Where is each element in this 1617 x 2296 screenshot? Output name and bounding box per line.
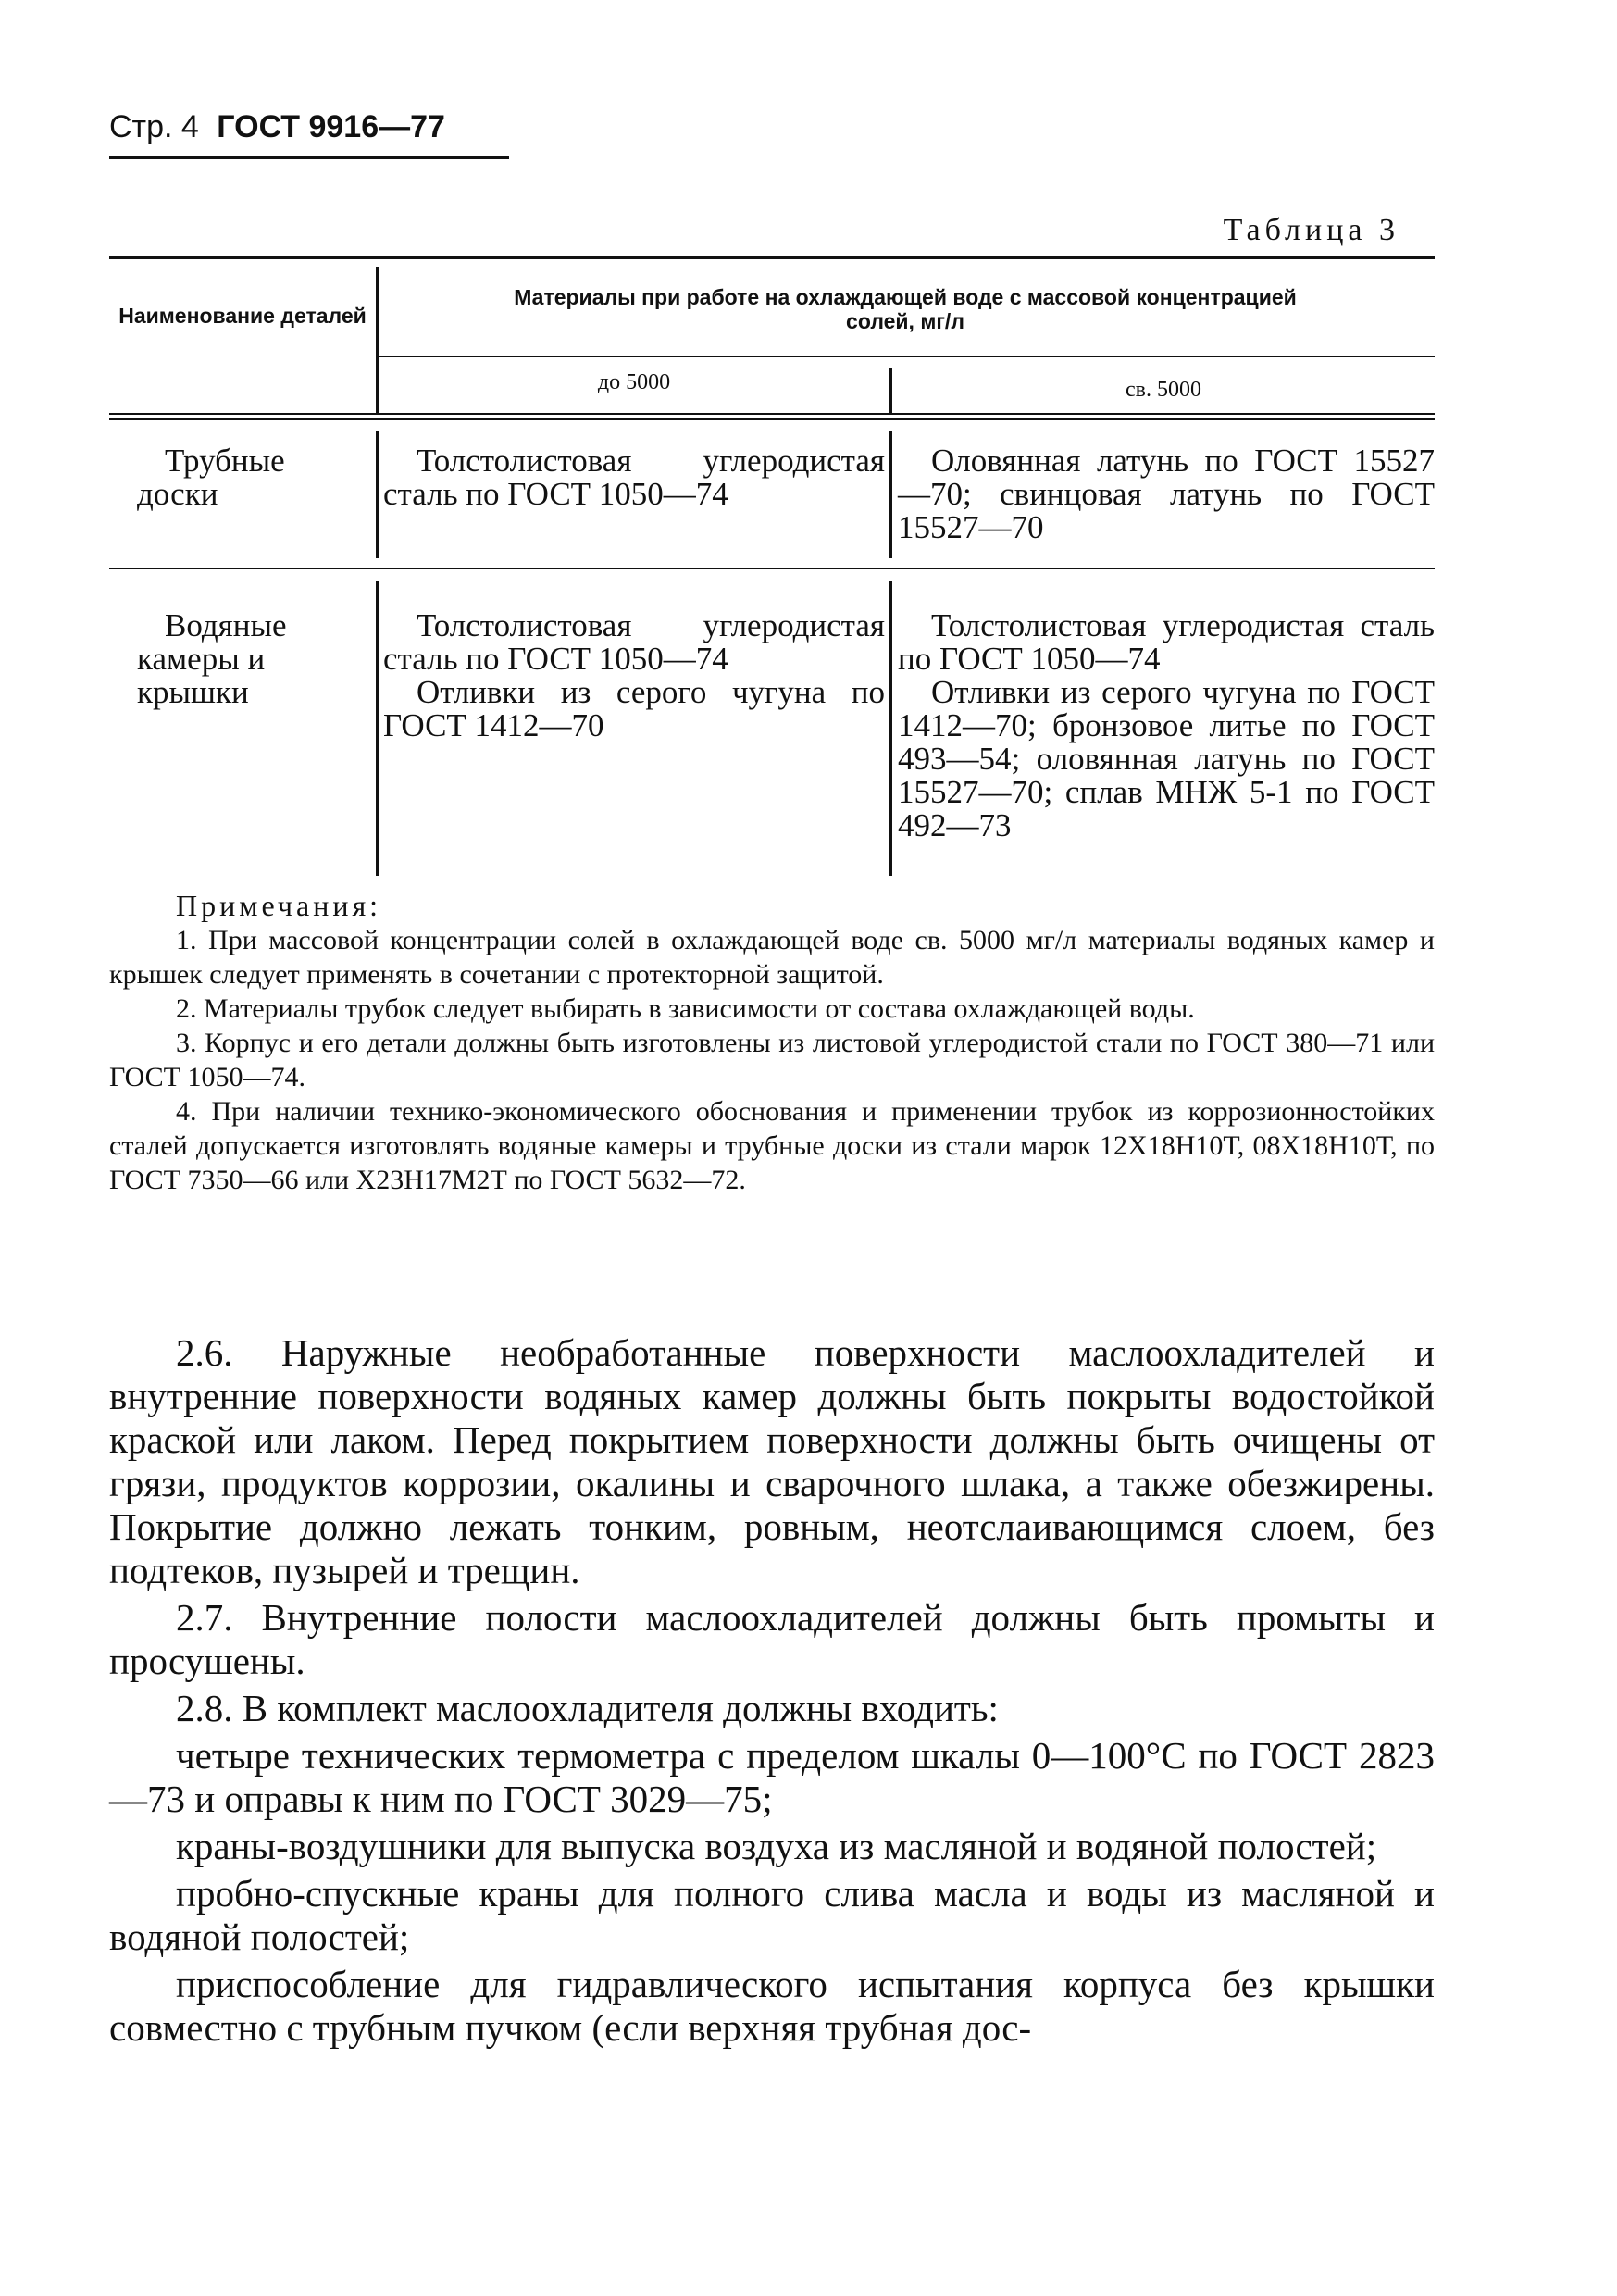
row-separator [109,568,1435,569]
table-caption: Таблица 3 [1223,213,1399,247]
notes-title: Примечания: [176,889,382,922]
row1-material-over-5000 [898,444,1435,544]
row1-part-name: Трубные доски [137,443,285,512]
clause-2-8-item-air-valves: краны-воздушники для выпуска воздуха из масляной и водяной полостей; [176,1825,1377,1867]
materials-table [109,256,1435,876]
clause-2-8-item-thermometers: четыре технических термометра с пределом шкалы 0—100°С по ГОСТ 2823—73 и оправы к ним по ГОСТ 3029—75; [109,1734,1435,1820]
row2-part-name: Водяные камеры и крышки [137,607,287,710]
row1-divider-2 [889,431,892,558]
row2-col-b-text-2: Отливки из серого чугуна по ГОСТ 1412—70; бронзовое литье по ГОСТ 493—54; оловянная латунь по ГОСТ 15527—70; сплав МНЖ 5-1 по ГОСТ 492—73 [898,674,1435,843]
body-text [109,1331,1435,2053]
row2-col-b-text-1: Толстолистовая углеродистая сталь по ГОСТ 1050—74 [898,607,1435,677]
table-top-rule [109,256,1435,259]
col-header-up-to-5000: до 5000 [597,370,671,394]
table-notes [109,889,1435,1197]
row1-material-up-to-5000 [383,444,885,511]
col-header-materials-group: Материалы при работе на охлаждающей воде с массовой концентрацией солей, мг/л [514,285,1297,333]
row1-divider-1 [376,431,379,558]
standard-number: ГОСТ 9916—77 [217,109,445,144]
col-header-over-5000: св. 5000 [1126,378,1201,402]
clause-2-8-item-drain-valves: пробно-спускные краны для полного слива масла и воды из масляной и водяной полостей; [109,1872,1435,1958]
header-bottom-rule-2 [109,418,1435,420]
row2-material-up-to-5000 [383,609,885,742]
page-number: Стр. 4 [109,109,199,144]
note-4: 4. При наличии технико-экономического обоснования и применении трубок из коррозионностойких сталей допускается изготовлять водяные камеры и трубные доски из стали марок 12Х18Н10Т, 08Х18Н10Т, по ГОСТ 7350—66 или Х23Н17М2Т по ГОСТ 5632—72. [109,1096,1435,1195]
note-1: 1. При массовой концентрации солей в охлаждающей воде св. 5000 мг/л материалы водяных камер и крышек следует применять в сочетании с протекторной защитой. [109,925,1435,990]
note-2: 2. Материалы трубок следует выбирать в зависимости от состава охлаждающей воды. [176,993,1195,1024]
col-header-part-name: Наименование деталей [118,304,367,328]
clause-2-8-item-test-fixture: приспособление для гидравлического испытания корпуса без крышки совместно с трубным пучком (если верхняя трубная дос- [109,1963,1435,2049]
row2-divider-1 [376,581,379,876]
group-header-rule [378,356,1435,357]
clause-2-6: 2.6. Наружные необработанные поверхности маслоохладителей и внутренние поверхности водяных камер должны быть покрыты водостойкой краской или лаком. Перед покрытием поверхности должны быть очищены от грязи, продуктов коррозии, окалины и сварочного шлака, а также обезжирены. Покрытие должно лежать тонким, ровным, неотслаивающимся слоем, без подтеков, пузырей и трещин. [109,1331,1435,1591]
row1-col-a-text: Толстолистовая углеродистая сталь по ГОСТ 1050—74 [383,443,885,512]
row2-col-a-text-2: Отливки из серого чугуна по ГОСТ 1412—70 [383,674,885,743]
clause-2-7: 2.7. Внутренние полости маслоохладителей должны быть промыты и просушены. [109,1596,1435,1682]
row1-col-b-text: Оловянная латунь по ГОСТ 15527—70; свинцовая латунь по ГОСТ 15527—70 [898,443,1435,545]
row2-divider-2 [889,581,892,876]
column-divider-1 [376,267,379,413]
header-rule [109,156,509,159]
row2-material-over-5000 [898,609,1435,842]
note-3: 3. Корпус и его детали должны быть изготовлены из листовой углеродистой стали по ГОСТ 380—71 или ГОСТ 1050—74. [109,1028,1435,1092]
header-bottom-rule [109,413,1435,415]
page-header [109,109,445,145]
row2-col-a-text-1: Толстолистовая углеродистая сталь по ГОСТ 1050—74 [383,607,885,677]
clause-2-8: 2.8. В комплект маслоохладителя должны входить: [176,1687,999,1729]
